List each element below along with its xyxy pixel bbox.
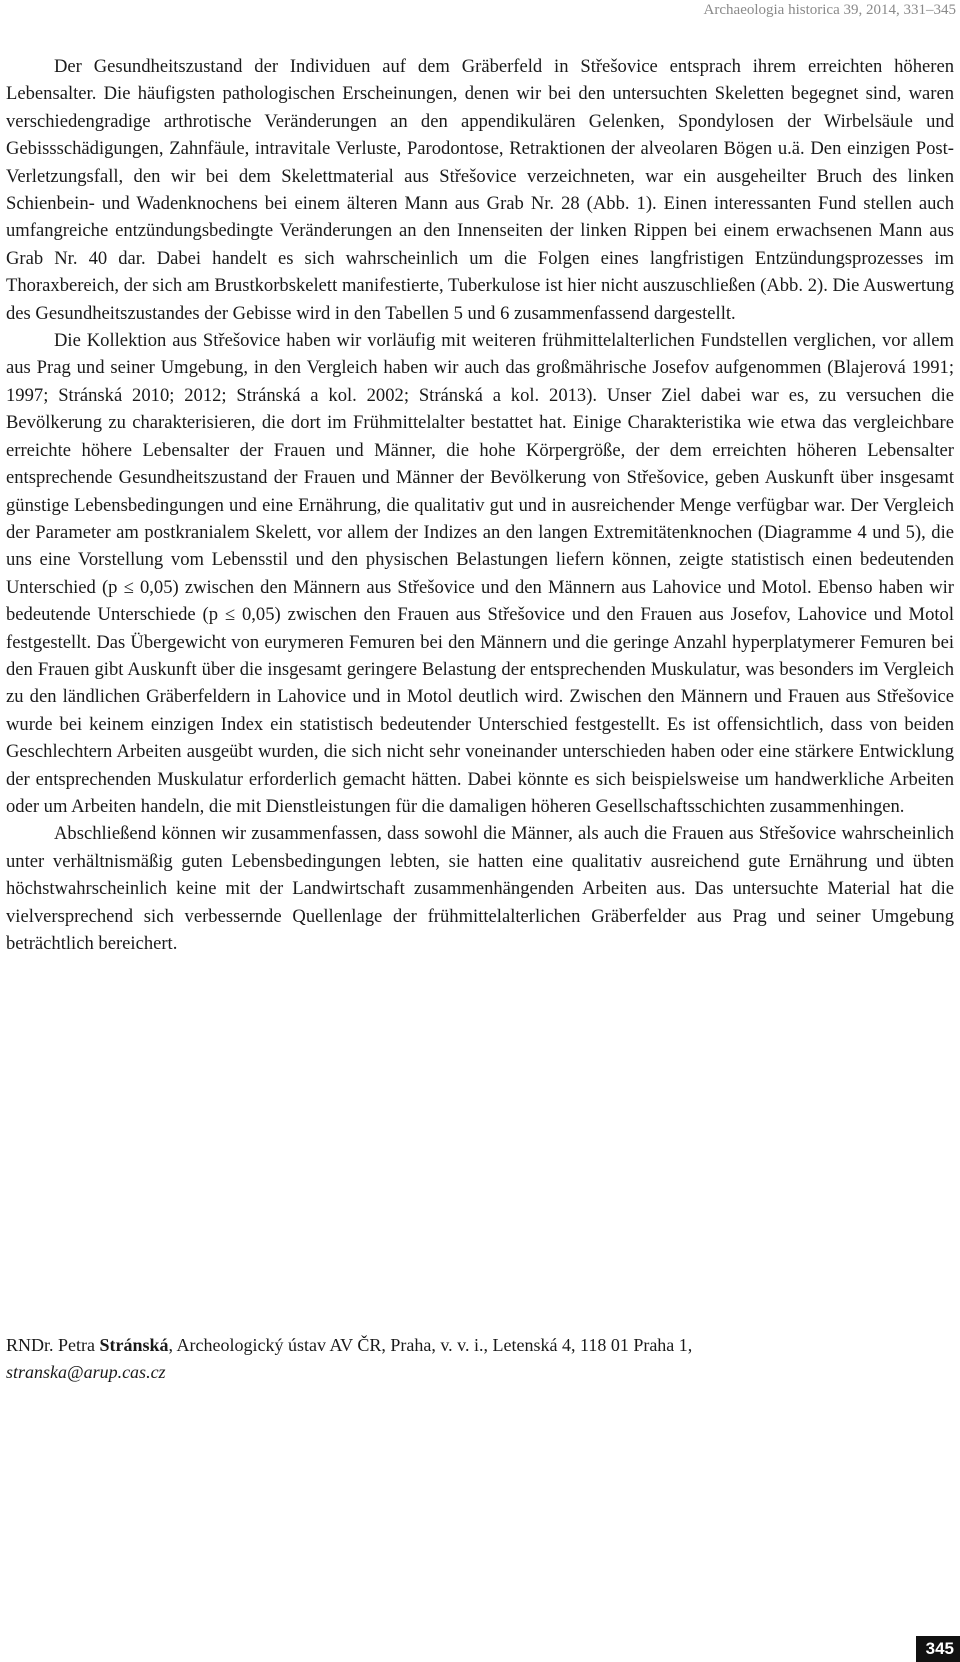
author-prefix: RNDr. Petra [6,1335,100,1355]
page-number: 345 [916,1636,960,1662]
author-institution: , Archeologický ústav AV ČR, Praha, v. v. i., Letenská 4, 118 01 Praha 1, [168,1335,693,1355]
paragraph-comparison: Die Kollektion aus Střešovice haben wir vorläufig mit weiteren frühmittelalterlichen Fundstellen verglichen, vor allem aus Prag und seiner Umgebung, in den Vergleich haben wir auch das großmährische Josefov aufgenommen (Blajerová 1991; 1997; Stránská 2010; 2012; Stránská a kol. 2002; Stránská a kol. 2013). Unser Ziel dabei war es, zu versuchen die Bevölkerung zu charakterisieren, die dort im Frühmittelalter bestattet hat. Einige Charakteristika wie etwa das vergleichbare erreichte höhere Lebensalter der Frauen und Männer, die hohe Körpergröße, der dem erreichten höheren Lebensalter entsprechende Gesundheitszustand der Frauen und Männer der Bevölkerung von Střešovice, geben Auskunft über insgesamt günstige Lebensbedingungen und eine Ernährung, die qualitativ gut und in ausreichender Menge verfügbar war. Der Vergleich der Parameter am postkranialem Skelett, vor allem der Indizes an den langen Extremitätenknochen (Diagramme 4 und 5), die uns eine Vorstellung vom Lebensstil und den physischen Belastungen liefern können, zeigte statistisch einen bedeutenden Unterschied (p ≤ 0,05) zwischen den Männern aus Střešovice und den Männern aus Lahovice und Motol. Ebenso haben wir bedeutende Unterschiede (p ≤ 0,05) zwischen den Frauen aus Střešovice und den Frauen aus Josefov, Lahovice und Motol festgestellt. Das Übergewicht von eurymeren Femuren bei den Männern und die geringe Anzahl hyperplatymerer Femuren bei den Frauen gibt Auskunft über die insgesamt geringere Belastung der entsprechenden Muskulatur, was besonders im Vergleich zu den ländlichen Gräberfeldern in Lahovice und in Motol deutlich wird. Zwischen den Männern und Frauen aus Střešovice wurde bei keinem einzigen Index ein statistisch bedeutender Unterschied festgestellt. Es ist offensichtlich, dass von beiden Geschlechtern Arbeiten ausgeübt wurden, die sich nicht sehr voneinander unterschieden haben oder eine stärkere Entwicklung der entsprechenden Muskulatur erforderlich gemacht hätten. Dabei könnte es sich beispielsweise um handwerkliche Arbeiten oder um Arbeiten handeln, die mit Dienstleistungen für die damaligen höheren Gesellschaftsschichten zusammenhingen. [6,330,954,817]
author-affiliation [6,1332,954,1386]
running-head: Archaeologia historica 39, 2014, 331–345 [703,2,956,18]
paragraph-health-status: Der Gesundheitszustand der Individuen auf dem Gräberfeld in Střešovice entsprach ihrem erreichten höheren Lebensalter. Die häufigsten pathologischen Erscheinungen, denen wir bei den untersuchten Skeletten begegnet sind, waren verschiedengradige arthrotische Veränderungen an den appendikulären Gelenken, Spondylosen der Wirbelsäule und Gebissschädigungen, Zahnfäule, intravitale Verluste, Parodontose, Retraktionen der alveolaren Bögen u.ä. Den einzigen Post-Verletzungsfall, den wir bei dem Skelettmaterial aus Střešovice verzeichneten, war ein ausgeheilter Bruch des linken Schienbein- und Wadenknochens bei einem älteren Mann aus Grab Nr. 28 (Abb. 1). Einen interessanten Fund stellen auch umfangreiche entzündungsbedingte Veränderungen an den Innenseiten der linken Rippen bei einem erwachsenen Mann aus Grab Nr. 40 dar. Dabei handelt es sich wahrscheinlich um die Folgen eines langfristigen Entzündungsprozesses im Thoraxbereich, der sich am Brustkorbskelett manifestierte, Tuberkulose ist hier nicht auszuschließen (Abb. 2). Die Auswertung des Gesundheitszustandes der Gebisse wird in den Tabellen 5 und 6 zusammenfassend dargestellt. [6,56,954,324]
body-text [6,53,954,957]
author-email[interactable]: stranska@arup.cas.cz [6,1362,166,1382]
author-surname: Stránská [99,1335,169,1355]
paragraph-conclusion: Abschließend können wir zusammenfassen, dass sowohl die Männer, als auch die Frauen aus Střešovice wahrscheinlich unter verhältnismäßig guten Lebensbedingungen lebten, sie hatten eine qualitativ ausreichend gute Ernährung und übten höchstwahrscheinlich keine mit der Landwirtschaft zusammenhängenden Arbeiten aus. Das untersuchte Material hat die vielversprechend sich verbessernde Quellenlage der frühmittelalterlichen Gräberfelder aus Prag und seiner Umgebung beträchtlich bereichert. [6,823,954,954]
